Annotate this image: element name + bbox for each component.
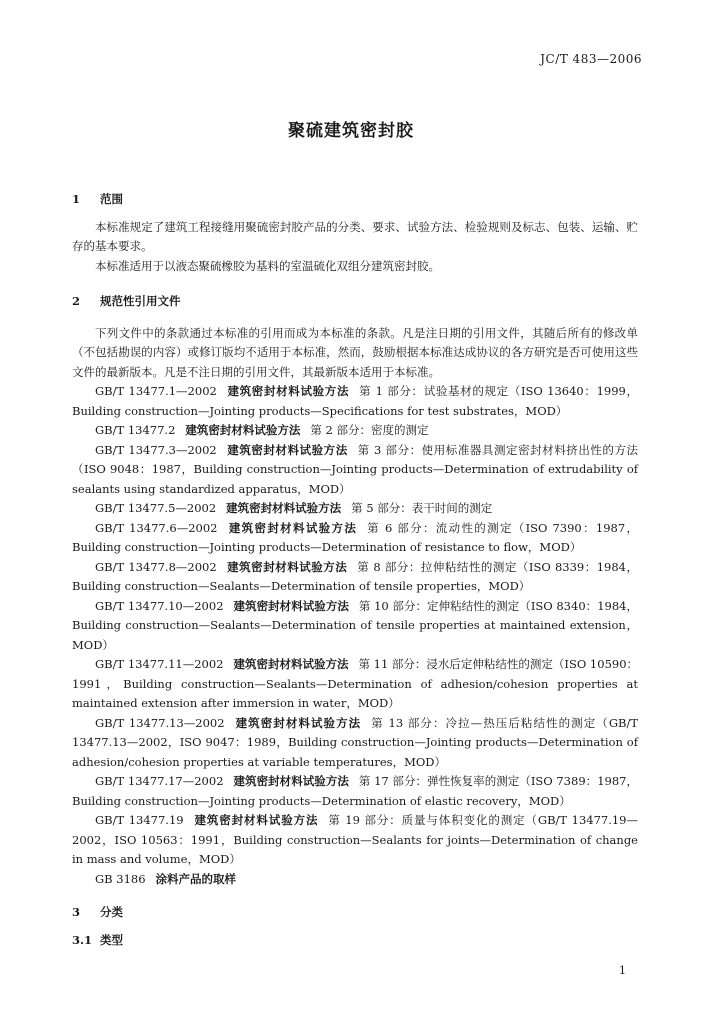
reference-item [72, 870, 638, 890]
reference-list [72, 382, 638, 889]
section-3-1-heading [72, 931, 638, 951]
section-number: 1 [72, 192, 81, 206]
reference-title: 建筑密封材料试验方法 [193, 813, 319, 827]
section-title: 规范性引用文件 [100, 294, 181, 308]
reference-item [72, 772, 638, 811]
reference-code: GB/T 13477.11—2002 [95, 657, 224, 671]
reference-detail: 第 2 部分：密度的测定 [310, 423, 429, 437]
reference-item [72, 558, 638, 597]
document-title: 聚硫建筑密封胶 [288, 121, 414, 141]
reference-item [72, 499, 638, 519]
section-number: 3 [72, 905, 81, 919]
section-title: 类型 [100, 932, 124, 947]
reference-code: GB/T 13477.19 [95, 813, 184, 827]
reference-title: 涂料产品的取样 [155, 871, 237, 886]
reference-item [72, 421, 638, 441]
reference-item [72, 811, 638, 870]
reference-code: GB/T 13477.1—2002 [95, 384, 217, 398]
document-body [72, 184, 638, 958]
reference-code: GB 3186 [95, 871, 146, 886]
reference-title: 建筑密封材料试验方法 [234, 715, 362, 730]
reference-code: GB/T 13477.6—2002 [95, 520, 218, 535]
reference-title: 建筑密封材料试验方法 [227, 520, 358, 535]
section-2-heading [72, 292, 638, 312]
reference-title: 建筑密封材料试验方法 [233, 598, 349, 613]
reference-code: GB/T 13477.8—2002 [95, 559, 217, 574]
section-3-heading [72, 903, 638, 923]
reference-title: 建筑密封材料试验方法 [233, 774, 349, 788]
section-1-heading [72, 190, 638, 210]
section-title: 分类 [100, 905, 124, 919]
reference-detail: 第 10 部分：定伸粘结性的测定（ISO 8340：1984，Building construction—Sealants—Determination of tensile properties at maintained extension，MOD） [72, 598, 639, 652]
reference-detail: 第 1 部分：试验基材的规定（ISO 13640：1999，Building construction—Jointing products—Specifications for test substrates，MOD） [72, 384, 638, 418]
reference-title: 建筑密封材料试验方法 [233, 657, 349, 671]
reference-detail: 第 5 部分：表干时间的测定 [351, 501, 493, 515]
page-number: 1 [619, 964, 626, 977]
reference-title: 建筑密封材料试验方法 [226, 501, 342, 515]
reference-item [72, 714, 638, 773]
reference-code: GB/T 13477.17—2002 [95, 774, 224, 788]
reference-detail: 第 8 部分：拉伸粘结性的测定（ISO 8339：1984，Building construction—Sealants—Determination of tensile properties，MOD） [72, 559, 638, 593]
reference-code: GB/T 13477.13—2002 [95, 715, 225, 730]
scope-paragraph-2: 本标准适用于以液态聚硫橡胶为基料的室温硫化双组分建筑密封胶。 [95, 258, 440, 273]
section-number: 2 [72, 294, 81, 308]
standard-number: JC/T 483—2006 [540, 52, 642, 66]
reference-item [72, 597, 638, 656]
reference-detail: 第 19 部分：质量与体积变化的测定（GB/T 13477.19—2002，ISO 10563：1991，Building construction—Sealants for joints—Determination of change in mass and volume，MOD） [72, 813, 639, 866]
reference-item [72, 441, 638, 500]
reference-code: GB/T 13477.10—2002 [95, 598, 224, 613]
references-intro: 下列文件中的条款通过本标准的引用而成为本标准的条款。凡是注日期的引用文件，其随后所有的修改单（不包括勘误的内容）或修订版均不适用于本标准，然而，鼓励根据本标准达成协议的各方研究是否可使用这些文件的最新版本。凡是不注日期的引用文件，其最新版本适用于本标准。 [72, 325, 638, 379]
reference-detail: 第 11 部分：浸水后定伸粘结性的测定（ISO 10590：1991，Building construction—Sealants—Determination of adhesion/cohesion properties at maintained extension after immersion in water，MOD） [72, 657, 639, 710]
reference-detail: 第 13 部分：冷拉—热压后粘结性的测定（GB/T 13477.13—2002，ISO 9047：1989，Building construction—Jointing products—Determination of adhesion/cohesion properties at variable temperatures，MOD） [72, 715, 639, 769]
reference-title: 建筑密封材料试验方法 [226, 384, 350, 398]
reference-detail: 第 3 部分：使用标准器具测定密封材料挤出性的方法（ISO 9048：1987，Building construction—Jointing products—Determination of extrudability of sealants using standardized apparatus，MOD） [72, 442, 639, 496]
section-number: 3.1 [72, 932, 93, 947]
reference-code: GB/T 13477.3—2002 [95, 442, 217, 457]
reference-code: GB/T 13477.5—2002 [95, 501, 217, 515]
reference-item [72, 519, 638, 558]
reference-title: 建筑密封材料试验方法 [226, 559, 348, 574]
reference-title: 建筑密封材料试验方法 [185, 423, 301, 437]
reference-item [72, 382, 638, 421]
reference-detail: 第 17 部分：弹性恢复率的测定（ISO 7389：1987，Building construction—Jointing products—Determination of elastic recovery，MOD） [72, 774, 639, 808]
reference-code: GB/T 13477.2 [95, 423, 176, 437]
reference-title: 建筑密封材料试验方法 [226, 442, 348, 457]
reference-item [72, 655, 638, 714]
reference-detail: 第 6 部分：流动性的测定（ISO 7390：1987，Building construction—Jointing products—Determination of resistance to flow，MOD） [72, 520, 638, 554]
section-title: 范围 [100, 192, 124, 206]
scope-paragraph-1: 本标准规定了建筑工程接缝用聚硫密封胶产品的分类、要求、试验方法、检验规则及标志、包装、运输、贮存的基本要求。 [72, 219, 638, 253]
